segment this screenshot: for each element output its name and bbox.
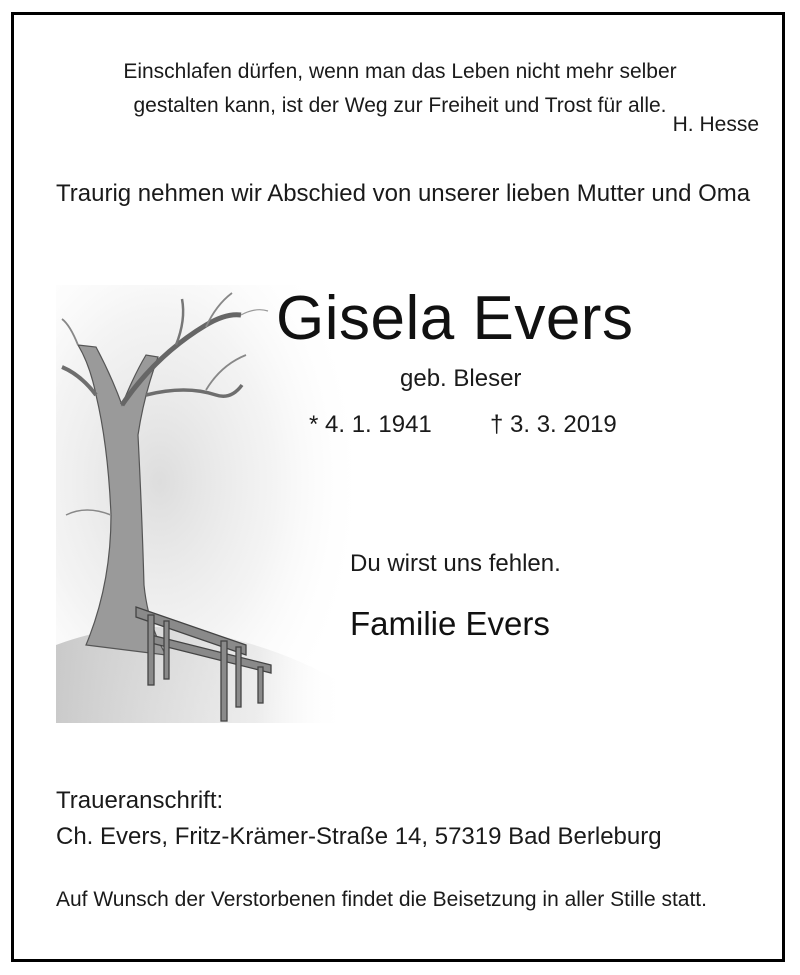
obituary-frame xyxy=(11,12,785,962)
maiden-name: geb. Bleser xyxy=(400,365,522,392)
quote-line-1: Einschlafen dürfen, wenn man das Leben nicht mehr selber xyxy=(123,60,677,83)
death-date: † 3. 3. 2019 xyxy=(490,411,617,438)
address-label: Traueranschrift: xyxy=(56,787,224,814)
deceased-name: Gisela Evers xyxy=(276,284,634,353)
family-signature: Familie Evers xyxy=(350,605,550,642)
address-line: Ch. Evers, Fritz-Krämer-Straße 14, 57319 Bad Berleburg xyxy=(56,823,662,850)
quote-line-2: gestalten kann, ist der Weg zur Freiheit und Trost für alle. xyxy=(133,94,667,117)
intro-text: Traurig nehmen wir Abschied von unserer lieben Mutter und Oma xyxy=(56,180,751,207)
farewell-text: Du wirst uns fehlen. xyxy=(350,550,561,577)
burial-note: Auf Wunsch der Verstorbenen findet die Beisetzung in aller Stille statt. xyxy=(56,888,707,911)
birth-date: * 4. 1. 1941 xyxy=(309,411,432,438)
quote-author: H. Hesse xyxy=(672,113,759,136)
